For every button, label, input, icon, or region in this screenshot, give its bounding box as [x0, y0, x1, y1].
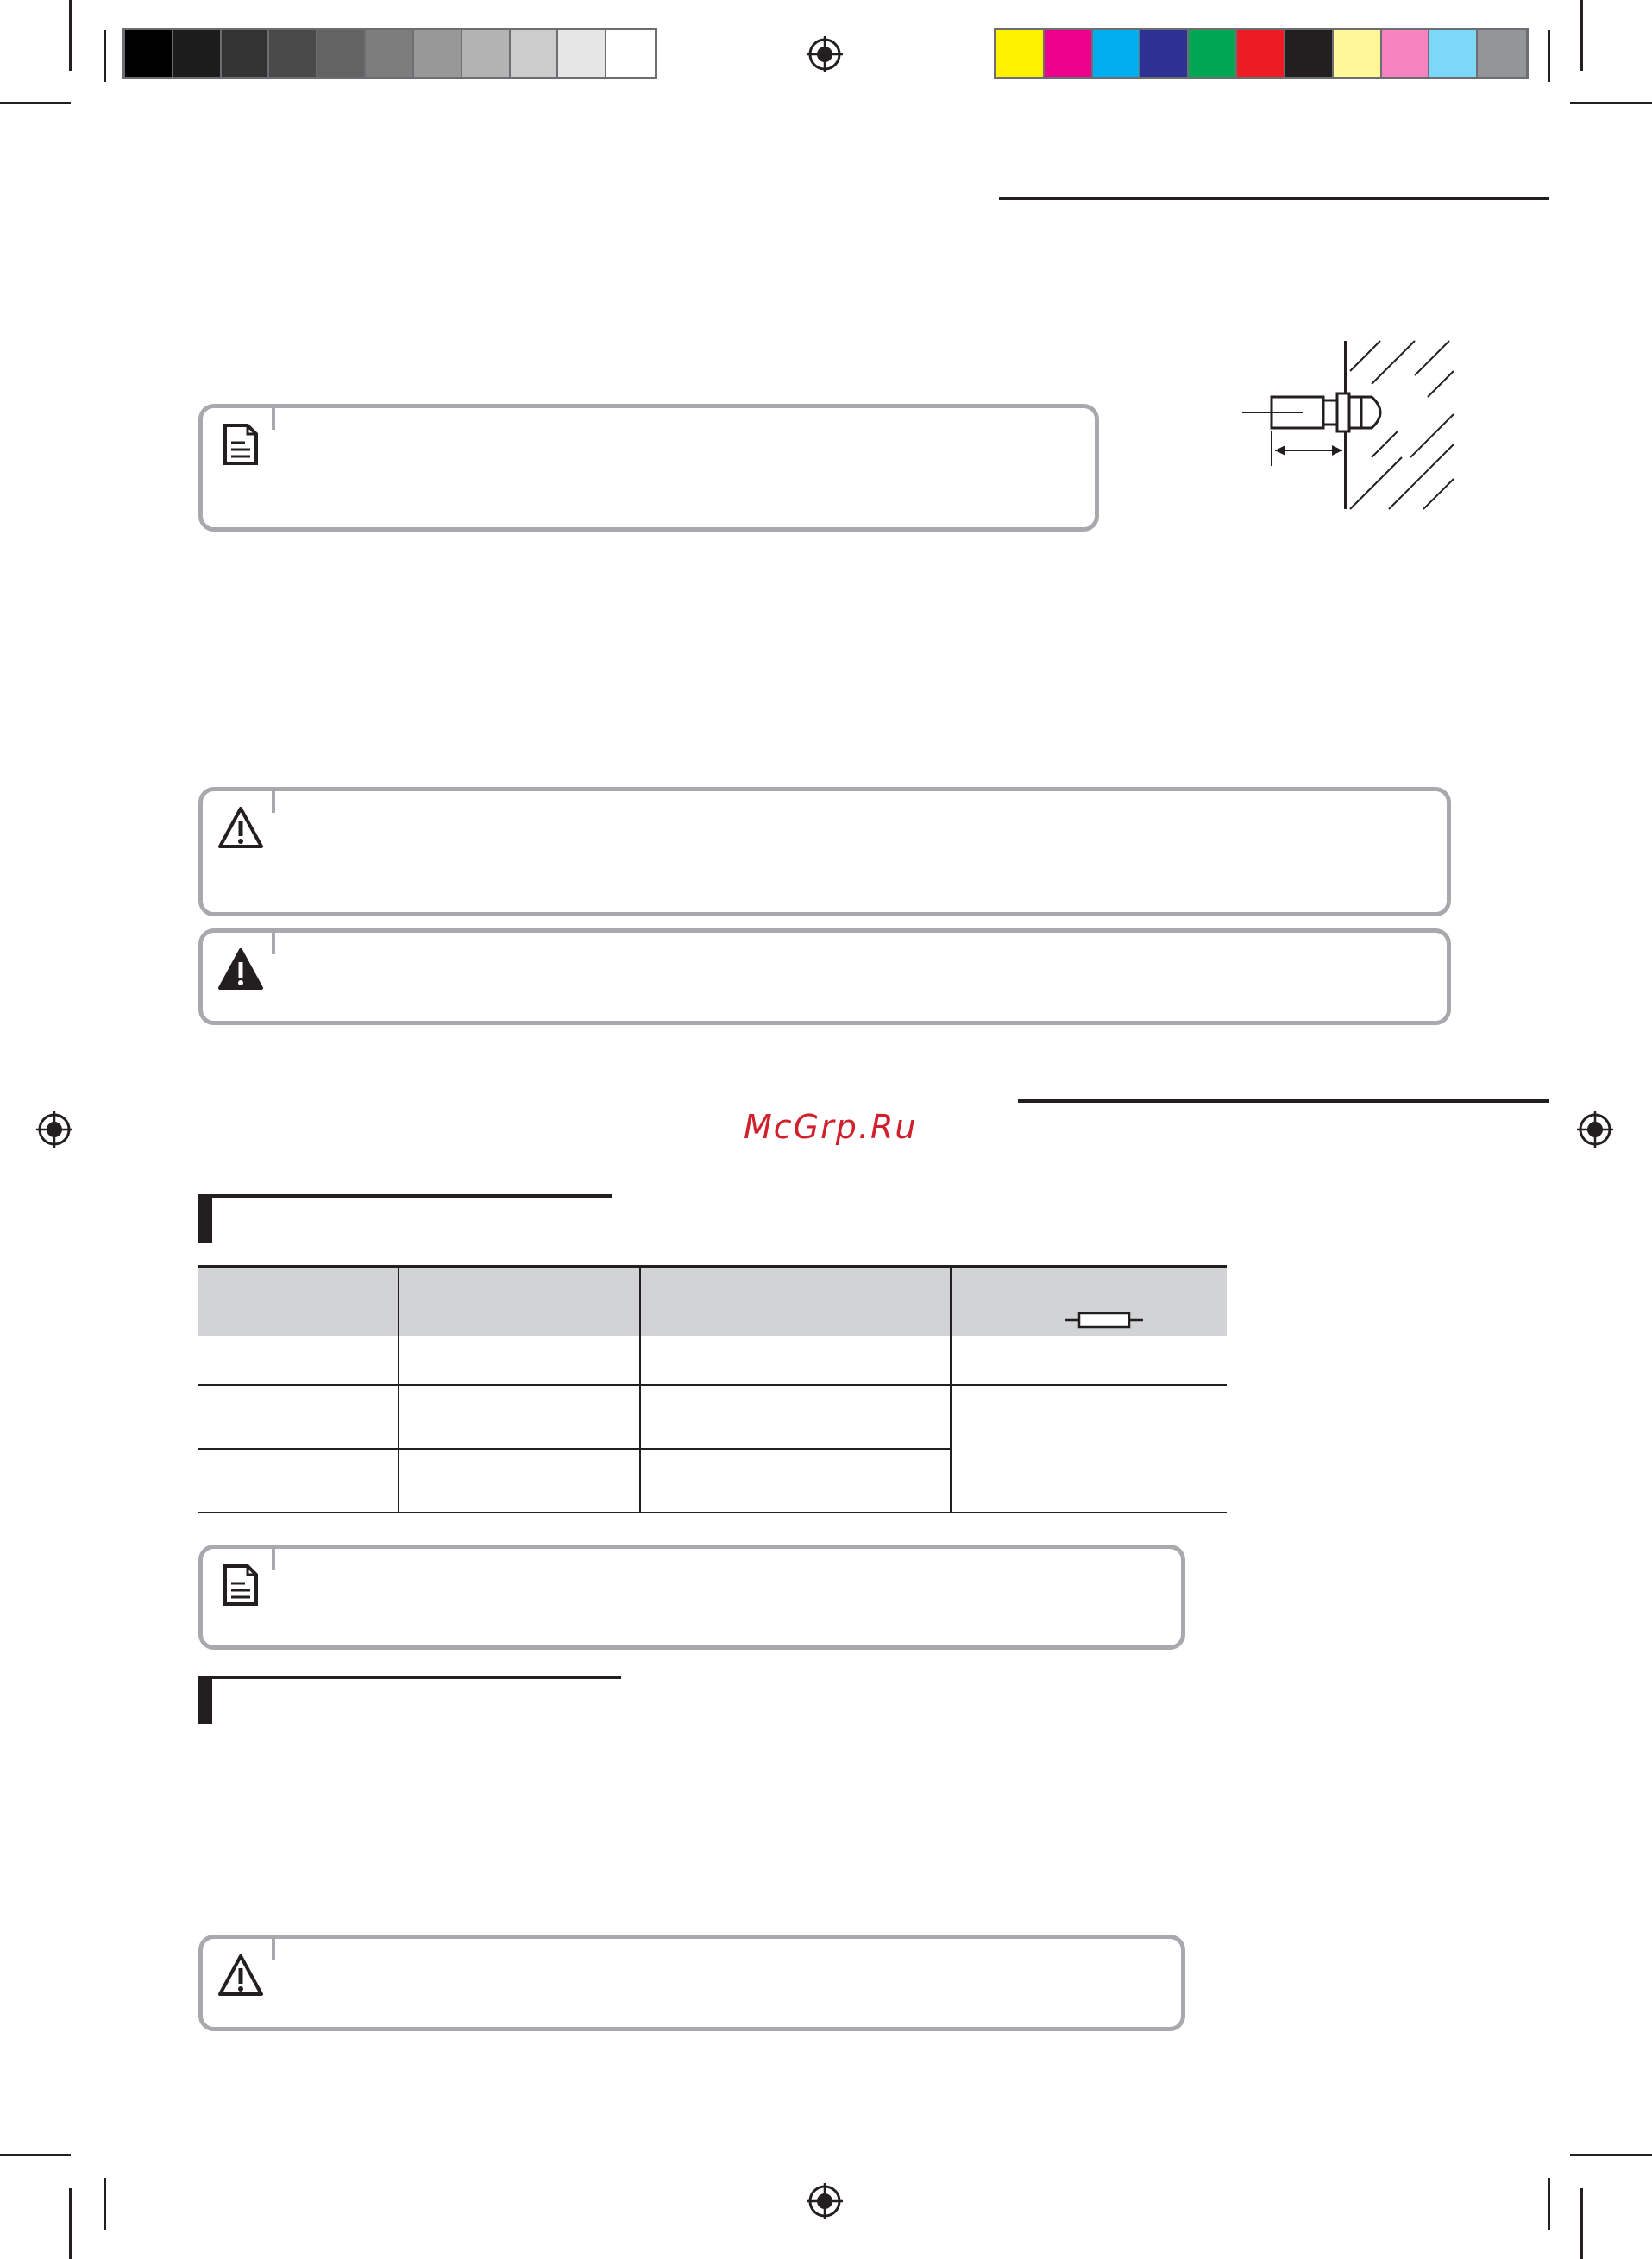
specification-table — [198, 1265, 1227, 1513]
color-swatch — [269, 30, 317, 77]
crop-mark — [0, 102, 71, 104]
registration-mark-icon — [1577, 1111, 1613, 1148]
table-cell — [640, 1385, 951, 1449]
color-swatch — [366, 30, 414, 77]
crop-mark — [1548, 2178, 1550, 2230]
color-swatch — [1045, 30, 1093, 77]
table-cell — [198, 1385, 399, 1449]
crop-mark — [0, 2154, 71, 2156]
color-swatch — [462, 30, 511, 77]
note-box — [198, 404, 1099, 532]
color-swatch — [1429, 30, 1478, 77]
color-swatch — [317, 30, 366, 77]
table-cell — [399, 1449, 640, 1513]
color-swatch — [1140, 30, 1189, 77]
caution-icon — [217, 1951, 265, 1999]
table-row — [198, 1385, 1227, 1449]
registration-mark-icon — [807, 2183, 843, 2219]
box-tick — [272, 928, 275, 954]
note-icon — [217, 420, 265, 469]
section-heading — [198, 1194, 612, 1246]
crop-mark — [69, 0, 72, 71]
box-tick — [272, 787, 275, 813]
caution-icon — [217, 803, 265, 852]
table-header-cell — [399, 1267, 640, 1336]
heading-block — [198, 1676, 212, 1724]
color-swatch — [1189, 30, 1237, 77]
process-color-bar — [994, 28, 1529, 79]
color-swatch — [222, 30, 270, 77]
crop-mark — [1570, 102, 1652, 104]
color-swatch — [1478, 30, 1526, 77]
watermark: McGrp.Ru — [744, 1108, 918, 1146]
crop-mark — [1580, 2188, 1583, 2259]
color-swatch — [1382, 30, 1430, 77]
crop-mark — [1548, 30, 1550, 82]
color-swatch — [606, 30, 655, 77]
crop-mark — [1580, 0, 1583, 71]
grayscale-color-bar — [122, 28, 657, 79]
section-heading — [198, 1676, 621, 1727]
table-header-row — [198, 1267, 1227, 1336]
table-cell — [198, 1449, 399, 1513]
color-swatch — [1237, 30, 1285, 77]
color-swatch — [173, 30, 222, 77]
crop-mark — [104, 30, 106, 82]
wall-anchor-diagram — [1242, 337, 1458, 518]
box-tick — [272, 1545, 275, 1570]
note-icon — [217, 1561, 265, 1609]
box-tick — [272, 404, 275, 430]
color-swatch — [1093, 30, 1141, 77]
registration-mark-icon — [36, 1111, 72, 1148]
warning-icon — [217, 945, 265, 993]
caution-box — [198, 787, 1451, 916]
color-swatch — [1285, 30, 1334, 77]
color-swatch — [1334, 30, 1382, 77]
table-cell — [951, 1336, 1227, 1385]
table-cell — [399, 1385, 640, 1449]
table-cell — [399, 1336, 640, 1385]
fuse-symbol-icon — [1065, 1310, 1143, 1331]
heading-line — [212, 1676, 621, 1679]
warning-box — [198, 928, 1451, 1025]
table-cell — [640, 1336, 951, 1385]
crop-mark — [1570, 2154, 1652, 2156]
header-rule — [999, 197, 1549, 200]
section-rule — [1018, 1099, 1549, 1103]
table-header-cell — [198, 1267, 399, 1336]
table-cell — [640, 1449, 951, 1513]
color-swatch — [558, 30, 606, 77]
crop-mark — [104, 2178, 106, 2230]
color-swatch — [996, 30, 1045, 77]
heading-line — [212, 1194, 612, 1198]
table-header-cell — [951, 1267, 1227, 1336]
table-cell — [198, 1336, 399, 1385]
box-tick — [272, 1935, 275, 1960]
color-swatch — [511, 30, 559, 77]
crop-mark — [69, 2188, 72, 2259]
table-header-cell — [640, 1267, 951, 1336]
color-swatch — [414, 30, 462, 77]
color-swatch — [125, 30, 173, 77]
table-cell — [951, 1385, 1227, 1513]
table-row — [198, 1336, 1227, 1385]
heading-block — [198, 1194, 212, 1243]
note-box — [198, 1545, 1185, 1650]
registration-mark-icon — [807, 36, 843, 72]
caution-box — [198, 1935, 1185, 2031]
